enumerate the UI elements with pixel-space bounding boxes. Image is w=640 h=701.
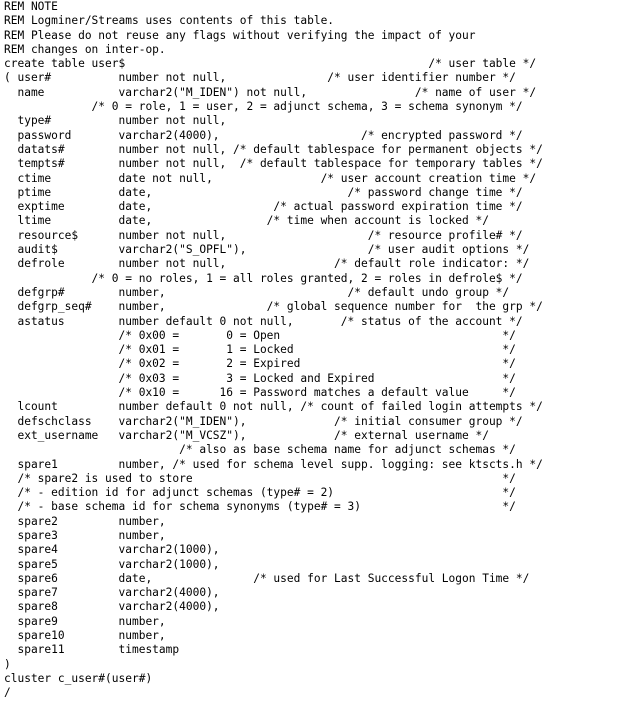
code-line: /* 0x10 = 16 = Password matches a default value */ <box>4 386 516 400</box>
code-line: /* 0x03 = 3 = Locked and Expired */ <box>4 371 516 385</box>
code-line: spare3 number, <box>4 528 166 542</box>
code-line: name varchar2("M_IDEN") not null, /* name of user */ <box>4 85 537 99</box>
code-line: ptime date, /* password change time */ <box>4 185 523 199</box>
code-line: password varchar2(4000), /* encrypted password */ <box>4 128 523 142</box>
code-line: spare2 number, <box>4 514 166 528</box>
code-line: spare7 varchar2(4000), <box>4 586 220 600</box>
code-line: spare4 varchar2(1000), <box>4 543 220 557</box>
code-line: / <box>4 686 11 700</box>
code-line: /* 0x01 = 1 = Locked */ <box>4 343 516 357</box>
code-line: /* spare2 is used to store */ <box>4 471 516 485</box>
code-line: defgrp# number, /* default undo group */ <box>4 285 510 299</box>
code-line: ltime date, /* time when account is locked */ <box>4 214 489 228</box>
code-line: REM NOTE <box>4 0 58 13</box>
code-line: REM Logminer/Streams uses contents of this table. <box>4 14 335 28</box>
code-line: ( user# number not null, /* user identifier number */ <box>4 71 516 85</box>
code-line: cluster c_user#(user#) <box>4 671 153 685</box>
code-line: /* also as base schema name for adjunct schemas */ <box>4 443 516 457</box>
code-line: audit$ varchar2("S_OPFL"), /* user audit options */ <box>4 243 530 257</box>
code-line: REM Please do not reuse any flags without verifying the impact of your <box>4 28 476 42</box>
code-line: resource$ number not null, /* resource profile# */ <box>4 228 523 242</box>
code-line: defgrp_seq# number, /* global sequence number for the grp */ <box>4 300 543 314</box>
code-line: spare9 number, <box>4 614 166 628</box>
code-line: type# number not null, <box>4 114 227 128</box>
code-line: lcount number default 0 not null, /* count of failed login attempts */ <box>4 400 543 414</box>
code-line: ctime date not null, /* user account creation time */ <box>4 171 537 185</box>
code-line: spare1 number, /* used for schema level supp. logging: see ktscts.h */ <box>4 457 543 471</box>
code-line: /* - edition id for adjunct schemas (type# = 2) */ <box>4 486 516 500</box>
code-line: spare6 date, /* used for Last Successful Logon Time */ <box>4 571 530 585</box>
code-line: /* 0x00 = 0 = Open */ <box>4 328 516 342</box>
code-line: spare10 number, <box>4 629 166 643</box>
code-line: /* - base schema id for schema synonyms (type# = 3) */ <box>4 500 516 514</box>
code-line: spare8 varchar2(4000), <box>4 600 220 614</box>
code-line: spare11 timestamp <box>4 643 180 657</box>
code-line: create table user$ /* user table */ <box>4 57 537 71</box>
code-line: spare5 varchar2(1000), <box>4 557 220 571</box>
code-line: defrole number not null, /* default role indicator: */ <box>4 257 530 271</box>
sql-code-block <box>4 0 543 701</box>
code-line: ) <box>4 657 11 671</box>
code-line: REM changes on inter-op. <box>4 42 166 56</box>
code-line: /* 0 = role, 1 = user, 2 = adjunct schema, 3 = schema synonym */ <box>4 100 523 114</box>
code-line: astatus number default 0 not null, /* status of the account */ <box>4 314 523 328</box>
code-line: ext_username varchar2("M_VCSZ"), /* external username */ <box>4 428 489 442</box>
code-line: /* 0x02 = 2 = Expired */ <box>4 357 516 371</box>
code-line: /* 0 = no roles, 1 = all roles granted, 2 = roles in defrole$ */ <box>4 271 523 285</box>
code-line: tempts# number not null, /* default tablespace for temporary tables */ <box>4 157 543 171</box>
code-line: datats# number not null, /* default tablespace for permanent objects */ <box>4 142 543 156</box>
code-line: exptime date, /* actual password expiration time */ <box>4 200 523 214</box>
code-line: defschclass varchar2("M_IDEN"), /* initial consumer group */ <box>4 414 523 428</box>
